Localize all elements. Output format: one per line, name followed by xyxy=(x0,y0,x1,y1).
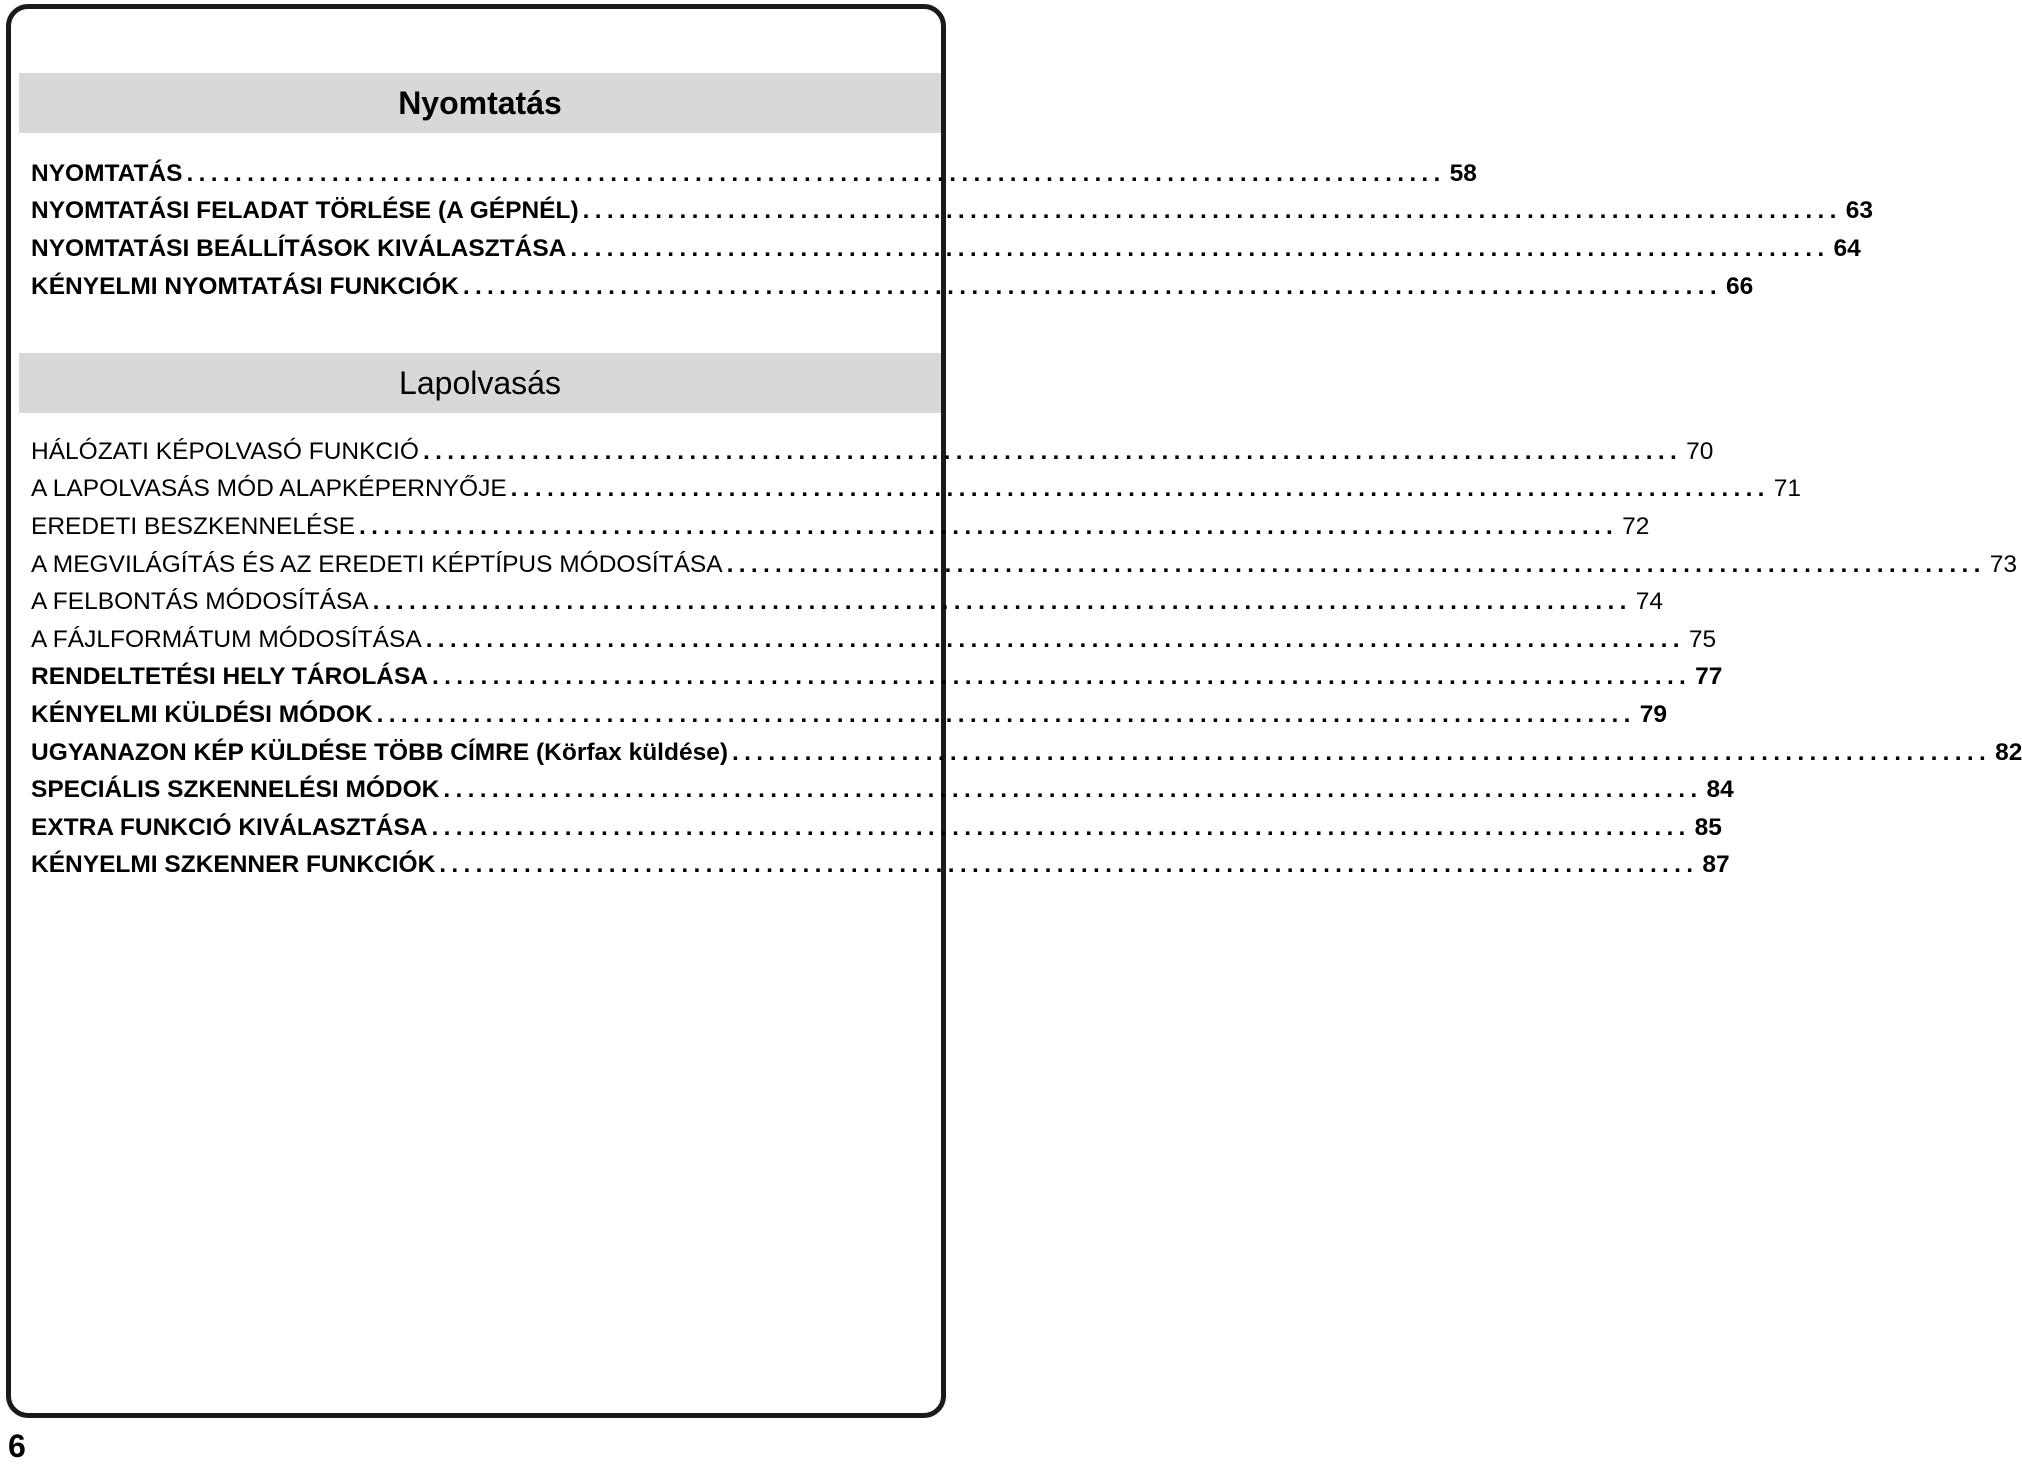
toc-entry-page: 87 xyxy=(1702,851,1730,879)
toc-entry-title: SPECIÁLIS SZKENNELÉSI MÓDOK xyxy=(31,776,440,804)
dot-leader: ........................................................................................................ xyxy=(359,512,1619,540)
toc-list-nyomtatas xyxy=(31,155,1873,305)
toc-entry-page: 85 xyxy=(1694,813,1722,841)
page-frame xyxy=(6,4,2022,1418)
toc-entry[interactable] xyxy=(31,508,1650,546)
dot-leader: ........................................................................................................ xyxy=(186,159,1446,187)
toc-entry-title: UGYANAZON KÉP KÜLDÉSE TÖBB CÍMRE (Körfax küldése) xyxy=(31,738,728,766)
toc-entry[interactable] xyxy=(31,193,1873,231)
toc-entry[interactable] xyxy=(31,659,1723,697)
section-header-lapolvasas xyxy=(19,353,941,413)
toc-entry[interactable] xyxy=(31,847,1730,885)
toc-entry[interactable] xyxy=(31,546,2018,584)
toc-entry-title: A FÁJLFORMÁTUM MÓDOSÍTÁSA xyxy=(31,625,422,653)
section-header-nyomtatas xyxy=(19,73,941,133)
toc-entry-page: 84 xyxy=(1706,776,1734,804)
toc-entry[interactable] xyxy=(31,230,1861,268)
toc-entry-page: 75 xyxy=(1688,625,1717,653)
dot-leader: ........................................................................................................ xyxy=(726,550,1986,578)
toc-entry-title: KÉNYELMI KÜLDÉSI MÓDOK xyxy=(31,700,373,728)
toc-entry-page: 63 xyxy=(1845,197,1873,225)
toc-entry-page: 74 xyxy=(1635,588,1664,616)
toc-entry[interactable] xyxy=(31,155,1477,193)
toc-entry-title: HÁLÓZATI KÉPOLVASÓ FUNKCIÓ xyxy=(31,437,419,465)
toc-entry-title: NYOMTATÁSI FELADAT TÖRLÉSE (A GÉPNÉL) xyxy=(31,197,579,225)
toc-entry-page: 70 xyxy=(1686,437,1714,465)
toc-entry-page: 72 xyxy=(1622,512,1650,540)
dot-leader: ........................................................................................................ xyxy=(423,437,1683,465)
toc-entry-title: NYOMTATÁS xyxy=(31,159,183,187)
dot-leader: ........................................................................................................ xyxy=(462,272,1722,300)
toc-entry[interactable] xyxy=(31,268,1754,306)
toc-entry[interactable] xyxy=(31,809,1722,847)
toc-entry[interactable] xyxy=(31,433,1714,471)
dot-leader: ........................................................................................................ xyxy=(432,663,1692,691)
toc-entry-title: KÉNYELMI SZKENNER FUNKCIÓK xyxy=(31,851,436,879)
toc-entry-page: 82 xyxy=(1995,738,2022,766)
toc-entry-title: A LAPOLVASÁS MÓD ALAPKÉPERNYŐJE xyxy=(31,475,507,503)
toc-entry[interactable] xyxy=(31,621,1717,659)
toc-entry-title: A MEGVILÁGÍTÁS ÉS AZ EREDETI KÉPTÍPUS MÓDOSÍTÁSA xyxy=(31,550,723,578)
dot-leader: ........................................................................................................ xyxy=(570,234,1830,262)
dot-leader: ........................................................................................................ xyxy=(372,588,1632,616)
toc-entry[interactable] xyxy=(31,471,1802,509)
dot-leader: ........................................................................................................ xyxy=(510,475,1770,503)
toc-entry-page: 77 xyxy=(1695,663,1723,691)
toc-entry[interactable] xyxy=(31,583,1664,621)
dot-leader: ........................................................................................................ xyxy=(439,851,1699,879)
dot-leader: ........................................................................................................ xyxy=(443,776,1703,804)
section-title: Lapolvasás xyxy=(399,364,561,401)
toc-entry-title: EXTRA FUNKCIÓ KIVÁLASZTÁSA xyxy=(31,813,428,841)
toc-entry[interactable] xyxy=(31,696,1668,734)
toc-entry[interactable] xyxy=(31,771,1734,809)
dot-leader: ........................................................................................................ xyxy=(431,813,1691,841)
toc-entry-page: 64 xyxy=(1833,234,1861,262)
dot-leader: ........................................................................................................ xyxy=(732,738,1992,766)
toc-entry-page: 71 xyxy=(1773,475,1802,503)
section-title: Nyomtatás xyxy=(398,84,562,121)
dot-leader: ........................................................................................................ xyxy=(582,197,1842,225)
dot-leader: ........................................................................................................ xyxy=(425,625,1685,653)
toc-entry-title: A FELBONTÁS MÓDOSÍTÁSA xyxy=(31,588,369,616)
page-number: 6 xyxy=(8,1428,26,1464)
toc-entry-page: 66 xyxy=(1725,272,1754,300)
toc-entry-title: EREDETI BESZKENNELÉSE xyxy=(31,512,356,540)
toc-entry-page: 79 xyxy=(1639,700,1668,728)
dot-leader: ........................................................................................................ xyxy=(376,700,1636,728)
toc-entry-title: NYOMTATÁSI BEÁLLÍTÁSOK KIVÁLASZTÁSA xyxy=(31,234,567,262)
toc-entry-title: KÉNYELMI NYOMTATÁSI FUNKCIÓK xyxy=(31,272,459,300)
toc-entry-page: 73 xyxy=(1989,550,2018,578)
toc-list-lapolvasas xyxy=(31,433,2022,884)
toc-entry-title: RENDELTETÉSI HELY TÁROLÁSA xyxy=(31,663,429,691)
toc-entry[interactable] xyxy=(31,734,2022,772)
toc-entry-page: 58 xyxy=(1449,159,1477,187)
